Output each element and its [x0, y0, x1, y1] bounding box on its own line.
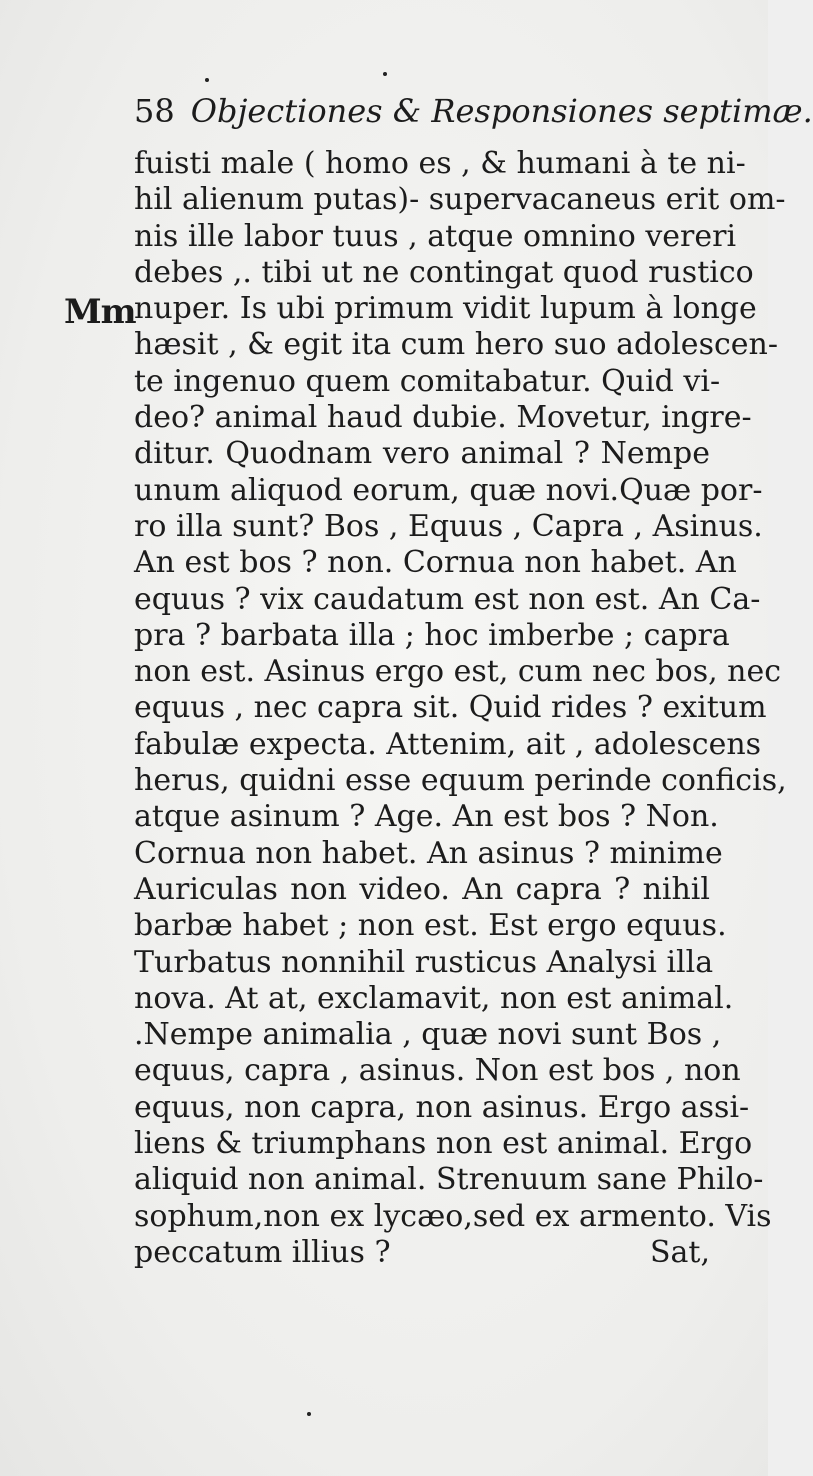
text-line: Auriculas non video. An capra ? nihil [134, 871, 710, 907]
text-line: .Nempe animalia , quæ novi sunt Bos , [134, 1017, 722, 1053]
text-line: nis ille labor tuus , atque omnino vereri [134, 218, 737, 254]
text-line: debes ,. tibi ut ne contingat quod rustico [134, 254, 754, 290]
text-line: sophum,non ex lycæo,sed ex armento. Vis [134, 1198, 772, 1234]
text-line [134, 1235, 710, 1271]
text-line: unum aliquod eorum, quæ novi.Quæ por- [134, 472, 763, 508]
text-line: non est. Asinus ergo est, cum nec bos, nec [134, 654, 782, 690]
text-line: Turbatus nonnihil rusticus Analysi illa [134, 944, 714, 980]
text-line: equus , nec capra sit. Quid rides ? exitum [134, 690, 767, 726]
text-line: hæsit , & egit ita cum hero suo adolescen- [134, 327, 778, 363]
last-line-text: peccatum illius ? [134, 1234, 391, 1270]
text-line: liens & triumphans non est animal. Ergo [134, 1126, 753, 1162]
text-line: fabulæ expecta. Attenim, ait , adolescens [134, 726, 762, 762]
text-line: An est bos ? non. Cornua non habet. An [134, 545, 737, 581]
text-line: ditur. Quodnam vero animal ? Nempe [134, 436, 710, 472]
text-line: Cornua non habet. An asinus ? minime [134, 835, 723, 871]
text-line: fuisti male ( homo es , & humani à te ni- [134, 146, 746, 181]
ink-speck [383, 72, 387, 76]
text-line: equus, non capra, non asinus. Ergo assi- [134, 1089, 750, 1125]
text-line: barbæ habet ; non est. Est ergo equus. [134, 908, 727, 944]
text-line: hil alienum putas)- supervacaneus erit om- [134, 182, 786, 218]
text-line: nuper. Is ubi primum vidit lupum à longe [134, 291, 757, 327]
text-line: te ingenuo quem comitabatur. Quid vi- [134, 363, 721, 399]
text-line: herus, quidni esse equum perinde conficis, [134, 763, 787, 799]
running-title: Objectiones & Responsiones septimæ. [190, 92, 813, 130]
margin-note: Mm [64, 292, 136, 332]
text-line: ro illa sunt? Bos , Equus , Capra , Asinus. [134, 508, 763, 544]
running-header [134, 92, 813, 136]
ink-speck [205, 78, 209, 82]
body-text [134, 146, 787, 1271]
ink-speck [307, 1412, 311, 1416]
text-line: deo? animal haud dubie. Movetur, ingre- [134, 400, 752, 436]
text-line: nova. At at, exclamavit, non est animal. [134, 980, 734, 1016]
page-number: 58 [134, 92, 175, 130]
catchword: Sat, [649, 1234, 710, 1270]
text-line: pra ? barbata illa ; hoc imberbe ; capra [134, 617, 730, 653]
text-line: equus ? vix caudatum est non est. An Ca- [134, 581, 761, 617]
text-line: atque asinum ? Age. An est bos ? Non. [134, 799, 719, 835]
text-line: equus, capra , asinus. Non est bos , non [134, 1053, 741, 1089]
text-line: aliquid non animal. Strenuum sane Philo- [134, 1162, 764, 1198]
